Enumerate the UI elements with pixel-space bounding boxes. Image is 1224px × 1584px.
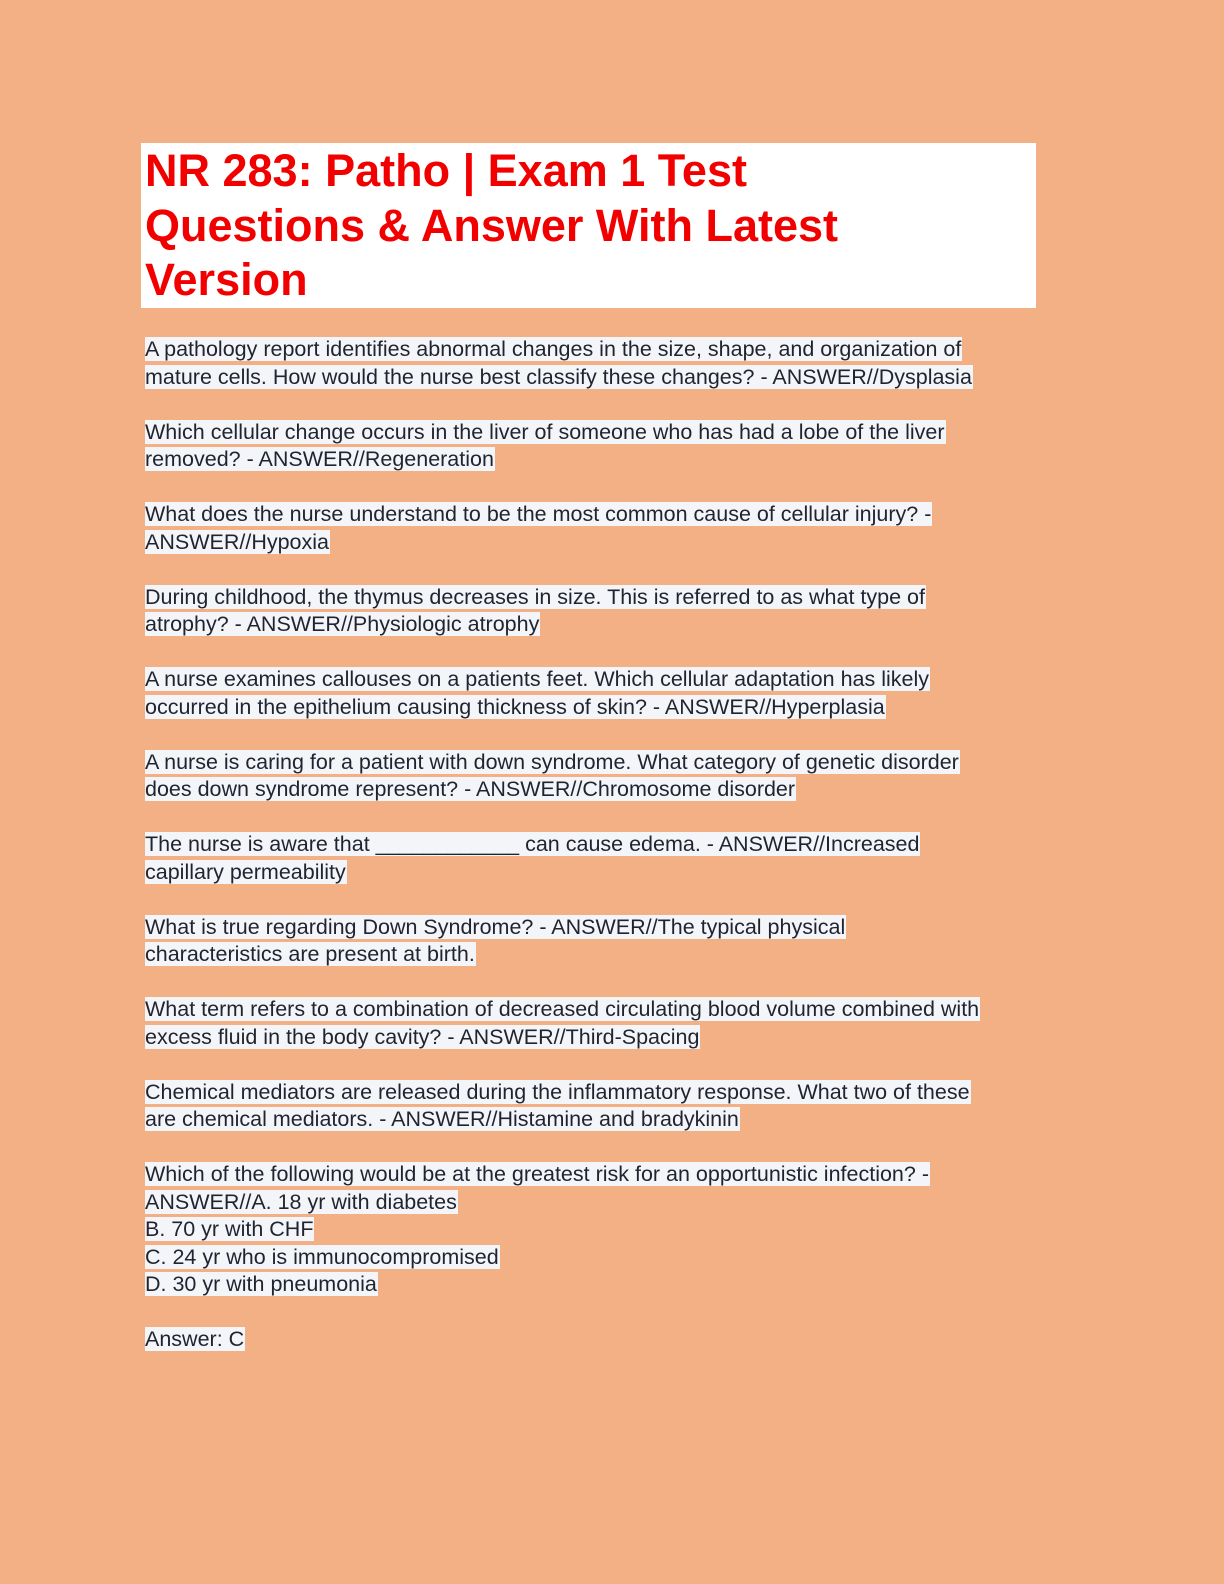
qa-line-text: excess fluid in the body cavity? - ANSWER//Third-Spacing: [145, 1024, 700, 1049]
qa-item: [145, 1326, 1095, 1354]
qa-line: [145, 336, 1095, 364]
qa-line-text: does down syndrome represent? - ANSWER//Chromosome disorder: [145, 777, 796, 801]
qa-item: [145, 996, 1095, 1051]
qa-line-text: capillary permeability: [145, 859, 346, 884]
document-title-line-3: Version: [145, 254, 308, 305]
qa-line: [145, 1271, 1095, 1299]
qa-line-text: A nurse is caring for a patient with down syndrome. What category of genetic disorder: [145, 749, 959, 774]
qa-line: [145, 446, 1095, 474]
qa-item: [145, 831, 1095, 886]
qa-line-text: What is true regarding Down Syndrome? - ANSWER//The typical physical: [145, 914, 846, 939]
qa-line-text: The nurse is aware that ____________ can cause edema. - ANSWER//Increased: [145, 832, 920, 856]
qa-line: [145, 1079, 1095, 1107]
qa-line-text: characteristics are present at birth.: [145, 942, 475, 966]
qa-line-text: removed? - ANSWER//Regeneration: [145, 447, 494, 471]
qa-item: [145, 749, 1095, 804]
qa-line-text: ANSWER//A. 18 yr with diabetes: [145, 1189, 457, 1214]
qa-line: [145, 1189, 1095, 1217]
qa-line: [145, 1161, 1095, 1189]
qa-line: [145, 914, 1095, 942]
qa-line-text: D. 30 yr with pneumonia: [145, 1272, 377, 1296]
qa-line-text: occurred in the epithelium causing thickness of skin? - ANSWER//Hyperplasia: [145, 694, 885, 719]
qa-line: [145, 529, 1095, 557]
qa-item: [145, 336, 1095, 391]
qa-line-text: ANSWER//Hypoxia: [145, 529, 329, 554]
qa-line: [145, 1106, 1095, 1134]
qa-item: [145, 584, 1095, 639]
qa-item: [145, 666, 1095, 721]
qa-line-text: Answer: C: [145, 1327, 245, 1351]
qa-line: [145, 859, 1095, 887]
qa-line: [145, 666, 1095, 694]
qa-item: [145, 501, 1095, 556]
qa-line: [145, 1326, 1095, 1354]
qa-line-text: B. 70 yr with CHF: [145, 1217, 314, 1241]
qa-line-text: A pathology report identifies abnormal changes in the size, shape, and organization of: [145, 337, 962, 361]
qa-line: [145, 941, 1095, 969]
qa-line-text: mature cells. How would the nurse best classify these changes? - ANSWER//Dysplasia: [145, 364, 972, 389]
qa-line: [145, 1024, 1095, 1052]
qa-line: [145, 419, 1095, 447]
question-answer-list: [145, 336, 1095, 1381]
qa-line-text: What term refers to a combination of decreased circulating blood volume combined with: [145, 997, 980, 1021]
qa-line: [145, 1216, 1095, 1244]
qa-line-text: During childhood, the thymus decreases in size. This is referred to as what type of: [145, 584, 925, 609]
qa-item: [145, 419, 1095, 474]
qa-line-text: atrophy? - ANSWER//Physiologic atrophy: [145, 612, 540, 636]
qa-line: [145, 611, 1095, 639]
qa-item: [145, 1079, 1095, 1134]
qa-line: [145, 831, 1095, 859]
qa-line: [145, 749, 1095, 777]
qa-line-text: What does the nurse understand to be the most common cause of cellular injury? -: [145, 502, 932, 526]
qa-line: [145, 694, 1095, 722]
document-title-line-2: Questions & Answer With Latest: [145, 200, 839, 251]
qa-line: [145, 364, 1095, 392]
document-title-line-1: NR 283: Patho | Exam 1 Test: [145, 145, 747, 196]
qa-line-text: Which cellular change occurs in the liver of someone who has had a lobe of the liver: [145, 419, 945, 444]
qa-line-text: Which of the following would be at the greatest risk for an opportunistic infection? -: [145, 1162, 929, 1186]
qa-item: [145, 1161, 1095, 1299]
document-title-box: [141, 143, 1036, 308]
qa-line: [145, 776, 1095, 804]
qa-line-text: C. 24 yr who is immunocompromised: [145, 1244, 499, 1269]
qa-line: [145, 1244, 1095, 1272]
qa-line-text: A nurse examines callouses on a patients feet. Which cellular adaptation has likely: [145, 667, 929, 691]
qa-line-text: are chemical mediators. - ANSWER//Histamine and bradykinin: [145, 1107, 739, 1131]
qa-line-text: Chemical mediators are released during the inflammatory response. What two of these: [145, 1079, 970, 1104]
qa-item: [145, 914, 1095, 969]
qa-line: [145, 996, 1095, 1024]
qa-line: [145, 584, 1095, 612]
qa-line: [145, 501, 1095, 529]
